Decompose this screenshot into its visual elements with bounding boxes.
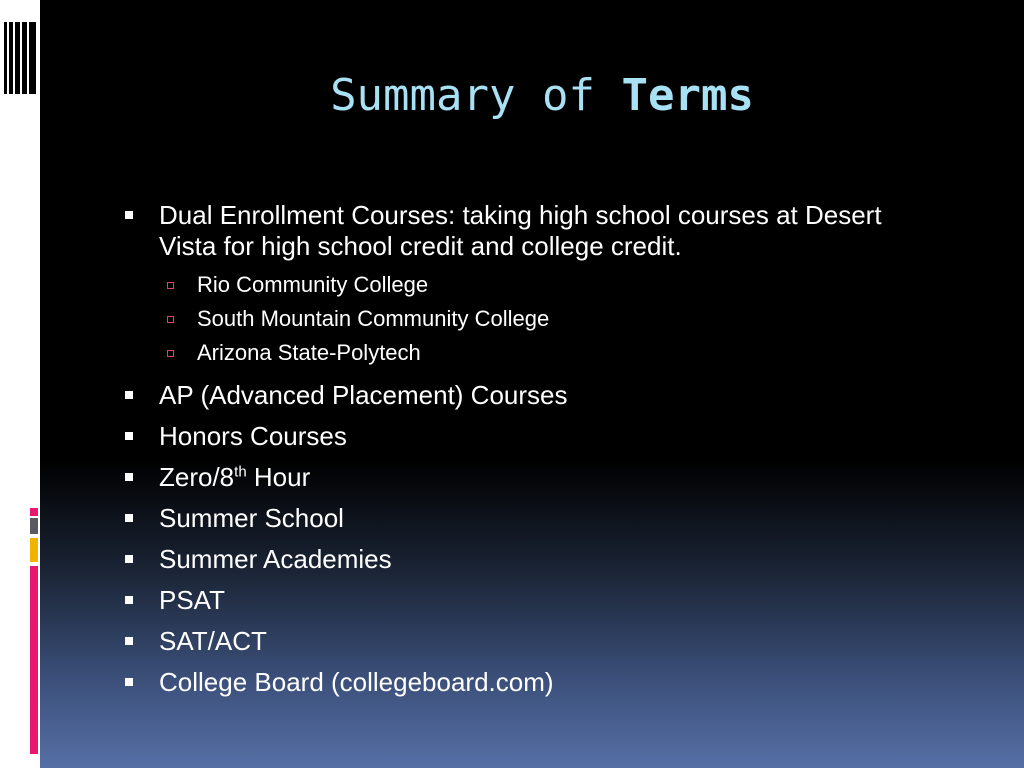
item-text: PSAT xyxy=(159,585,225,615)
list-item xyxy=(120,462,940,493)
square-bullet-icon xyxy=(125,637,133,645)
accent-bar-gold xyxy=(30,538,38,562)
hollow-square-bullet-icon xyxy=(167,282,174,289)
item-text: Dual Enrollment Courses: taking high school courses at Desert Vista for high school credit and college credit. xyxy=(159,200,882,261)
list-item xyxy=(120,421,940,452)
title-bold: Terms xyxy=(621,70,754,121)
accent-bar-pink-top xyxy=(30,508,38,516)
square-bullet-icon xyxy=(125,211,133,219)
item-text: AP (Advanced Placement) Courses xyxy=(159,380,568,410)
square-bullet-icon xyxy=(125,473,133,481)
sub-list-item xyxy=(159,336,940,370)
list-item xyxy=(120,380,940,411)
item-text: College Board (collegeboard.com) xyxy=(159,667,554,697)
list-item xyxy=(120,626,940,657)
list-item xyxy=(120,544,940,575)
square-bullet-icon xyxy=(125,596,133,604)
vertical-bars-icon xyxy=(4,22,36,94)
item-text: Summer Academies xyxy=(159,544,392,574)
subitem-text: Arizona State-Polytech xyxy=(197,340,421,365)
item-text-after: Hour xyxy=(246,462,311,492)
subitem-text: South Mountain Community College xyxy=(197,306,550,331)
title-regular: Summary of xyxy=(330,70,622,121)
list-item xyxy=(120,503,940,534)
sub-list-item xyxy=(159,268,940,302)
sub-list xyxy=(159,268,940,370)
accent-bar-pink xyxy=(30,566,38,754)
item-text: Honors Courses xyxy=(159,421,347,451)
item-superscript: th xyxy=(234,463,247,481)
item-text: SAT/ACT xyxy=(159,626,267,656)
square-bullet-icon xyxy=(125,678,133,686)
square-bullet-icon xyxy=(125,514,133,522)
square-bullet-icon xyxy=(125,391,133,399)
bullet-list xyxy=(120,200,940,708)
square-bullet-icon xyxy=(125,432,133,440)
item-text: Summer School xyxy=(159,503,344,533)
hollow-square-bullet-icon xyxy=(167,316,174,323)
item-text-before: Zero/8 xyxy=(159,462,235,492)
list-item xyxy=(120,585,940,616)
accent-bar-gray xyxy=(30,518,38,534)
hollow-square-bullet-icon xyxy=(167,350,174,357)
subitem-text: Rio Community College xyxy=(197,272,429,297)
square-bullet-icon xyxy=(125,555,133,563)
sub-list-item xyxy=(159,302,940,336)
slide-title xyxy=(60,70,1024,121)
list-item xyxy=(120,667,940,698)
list-item xyxy=(120,200,940,370)
